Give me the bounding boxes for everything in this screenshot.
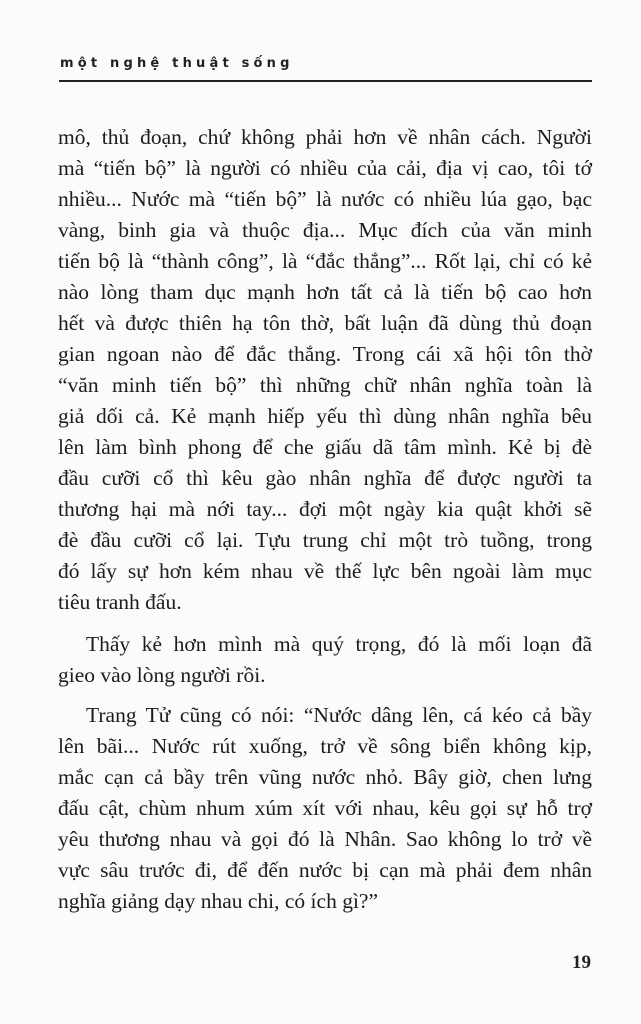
text-line: gieo vào lòng người rồi. (58, 663, 266, 687)
header-rule (59, 80, 592, 82)
text-line: giả dối cả. Kẻ mạnh hiếp yếu thì dùng nhân nghĩa bêu (58, 404, 592, 428)
text-line: mà “tiến bộ” là người có nhiều của cải, địa vị cao, tôi tớ (58, 156, 592, 180)
text-line: Trang Tử cũng có nói: “Nước dâng lên, cá kéo cả bầy (86, 703, 592, 727)
text-line: đầu cưỡi cổ thì kêu gào nhân nghĩa để được người ta (58, 466, 592, 490)
text-line: tiến bộ là “thành công”, là “đắc thắng”... Rốt lại, chỉ có kẻ (58, 249, 592, 273)
text-line: thương hại mà nới tay... đợi một ngày kia quật khởi sẽ (58, 497, 592, 521)
text-line: “văn minh tiến bộ” thì những chữ nhân nghĩa toàn là (58, 373, 592, 397)
page-number: 19 (572, 952, 591, 973)
text-line: đó lấy sự hơn kém nhau về thế lực bên ngoài làm mục (58, 559, 592, 583)
text-line: mắc cạn cả bầy trên vũng nước nhỏ. Bây giờ, chen lưng (58, 765, 592, 789)
text-line: nhiều... Nước mà “tiến bộ” là nước có nhiều lúa gạo, bạc (58, 187, 592, 211)
text-line: mô, thủ đoạn, chứ không phải hơn về nhân cách. Người (58, 125, 592, 149)
running-header: một nghệ thuật sống (60, 56, 294, 71)
text-line: gian ngoan nào để đắc thắng. Trong cái xã hội tôn thờ (58, 342, 592, 366)
text-line: Thấy kẻ hơn mình mà quý trọng, đó là mối loạn đã (86, 632, 592, 656)
text-line: hết và được thiên hạ tôn thờ, bất luận đã dùng thủ đoạn (58, 311, 592, 335)
text-line: đè đầu cưỡi cổ lại. Tựu trung chỉ một trò tuồng, trong (58, 528, 592, 552)
text-line: yêu thương nhau và gọi đó là Nhân. Sao không lo trở về (58, 827, 592, 851)
text-line: vàng, binh gia và thuộc địa... Mục đích của văn minh (58, 218, 592, 242)
text-line: lên làm bình phong để che giấu dã tâm mình. Kẻ bị đè (58, 435, 592, 459)
text-line: đấu cật, chùm nhum xúm xít với nhau, kêu gọi sự hỗ trợ (58, 796, 592, 820)
text-line: lên bãi... Nước rút xuống, trở về sông biển không kịp, (58, 734, 592, 758)
text-line: nào lòng tham dục mạnh hơn tất cả là tiến bộ cao hơn (58, 280, 592, 304)
text-line: nghĩa giảng dạy nhau chi, có ích gì?” (58, 889, 379, 913)
text-line: vực sâu trước đi, để đến nước bị cạn mà phải đem nhân (58, 858, 592, 882)
text-line: tiêu tranh đấu. (58, 590, 182, 614)
